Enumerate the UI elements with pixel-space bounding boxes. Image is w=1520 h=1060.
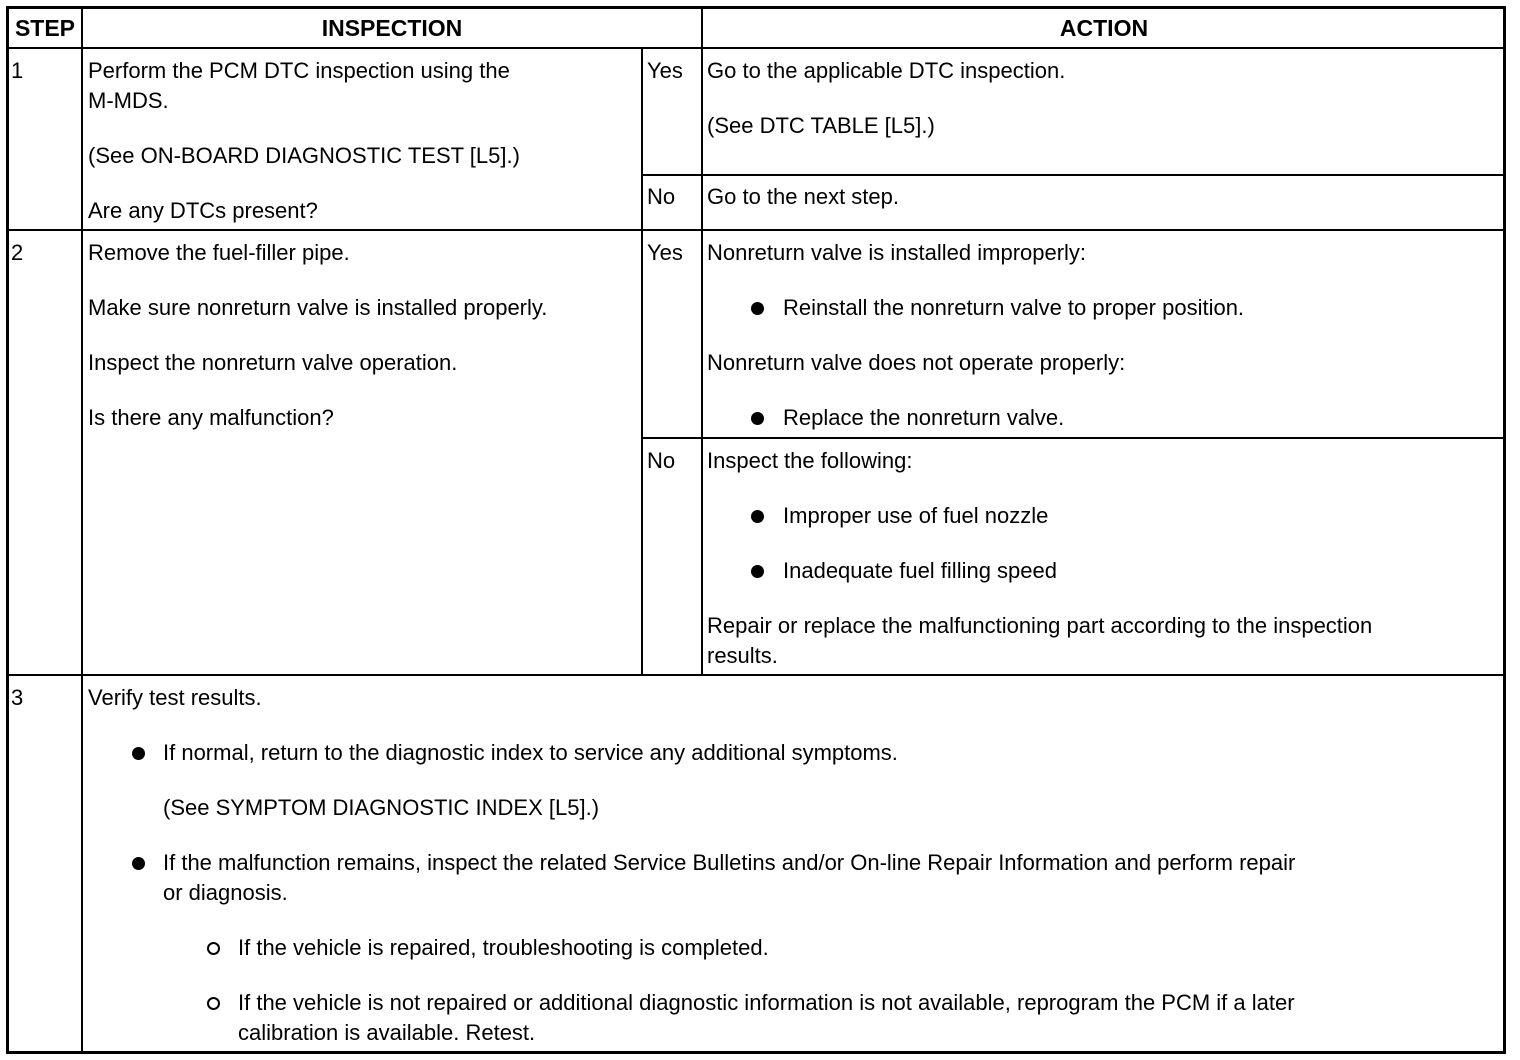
step1-number: 1: [11, 58, 24, 83]
step2-yes-condition1: Nonreturn valve is installed improperly:: [707, 240, 1087, 265]
step2-no-action2-line1: Repair or replace the malfunctioning part according to the inspection: [707, 613, 1373, 638]
header-inspection: INSPECTION: [321, 15, 463, 41]
step3-bullet2-line2: or diagnosis.: [163, 880, 288, 905]
step2-yes-condition2: Nonreturn valve does not operate properly:: [707, 350, 1126, 375]
step-column-rule: [81, 8, 83, 1052]
step3-bullet1-ref: (See SYMPTOM DIAGNOSTIC INDEX [L5].): [163, 795, 600, 820]
bullet-icon: [751, 302, 764, 315]
step1-question: Are any DTCs present?: [88, 198, 318, 223]
step3-sub-bullet2-line1: If the vehicle is not repaired or additional diagnostic information is not available, reprogram the PCM if a later: [238, 990, 1295, 1015]
step2-yes-label: Yes: [647, 240, 683, 265]
yes-no-column-rule: [641, 47, 643, 675]
step2-inspection-line3: Inspect the nonreturn valve operation.: [88, 350, 458, 375]
step2-inspection-line2: Make sure nonreturn valve is installed properly.: [88, 295, 548, 320]
step1-no-action: Go to the next step.: [707, 184, 900, 209]
step3-number: 3: [11, 685, 24, 710]
step3-sub-bullet1: If the vehicle is repaired, troubleshooting is completed.: [238, 935, 769, 960]
step1-no-label: No: [647, 184, 676, 209]
step1-yes-action: Go to the applicable DTC inspection.: [707, 58, 1066, 83]
bullet-icon: [132, 747, 145, 760]
step3-sub-bullet2-line2: calibration is available. Retest.: [238, 1020, 536, 1045]
action-column-rule: [701, 8, 703, 675]
step2-no-bullet1: Improper use of fuel nozzle: [783, 503, 1049, 528]
bullet-icon: [751, 412, 764, 425]
step1-yes-no-rule: [641, 174, 1505, 176]
step2-no-bullet2: Inadequate fuel filling speed: [783, 558, 1057, 583]
bullet-icon: [751, 510, 764, 523]
step1-bottom-rule: [8, 229, 1505, 231]
step2-yes-no-rule: [641, 437, 1505, 439]
header-rule: [8, 47, 1505, 49]
step2-inspection-line1: Remove the fuel-filler pipe.: [88, 240, 350, 265]
step2-no-action2-line2: results.: [707, 643, 778, 668]
step2-bottom-rule: [8, 674, 1505, 676]
step2-no-action1: Inspect the following:: [707, 448, 913, 473]
step2-number: 2: [11, 240, 24, 265]
step2-yes-bullet1: Reinstall the nonreturn valve to proper position.: [783, 295, 1245, 320]
step1-inspection-ref: (See ON-BOARD DIAGNOSTIC TEST [L5].): [88, 143, 520, 168]
step3-bullet2-line1: If the malfunction remains, inspect the related Service Bulletins and/or On-line Repair Information and perform repair: [163, 850, 1296, 875]
bullet-icon: [132, 857, 145, 870]
sub-bullet-icon: [207, 997, 220, 1010]
sub-bullet-icon: [207, 942, 220, 955]
header-step: STEP: [14, 15, 76, 41]
step2-no-label: No: [647, 448, 676, 473]
step1-inspection-line1: Perform the PCM DTC inspection using the: [88, 58, 510, 83]
step1-yes-label: Yes: [647, 58, 683, 83]
step2-question: Is there any malfunction?: [88, 405, 334, 430]
header-action: ACTION: [1059, 15, 1149, 41]
bullet-icon: [751, 565, 764, 578]
step3-line1: Verify test results.: [88, 685, 262, 710]
step3-bullet1: If normal, return to the diagnostic index to service any additional symptoms.: [163, 740, 898, 765]
step1-inspection-line2: M-MDS.: [88, 88, 169, 113]
step1-yes-ref: (See DTC TABLE [L5].): [707, 113, 935, 138]
step2-yes-bullet2: Replace the nonreturn valve.: [783, 405, 1065, 430]
